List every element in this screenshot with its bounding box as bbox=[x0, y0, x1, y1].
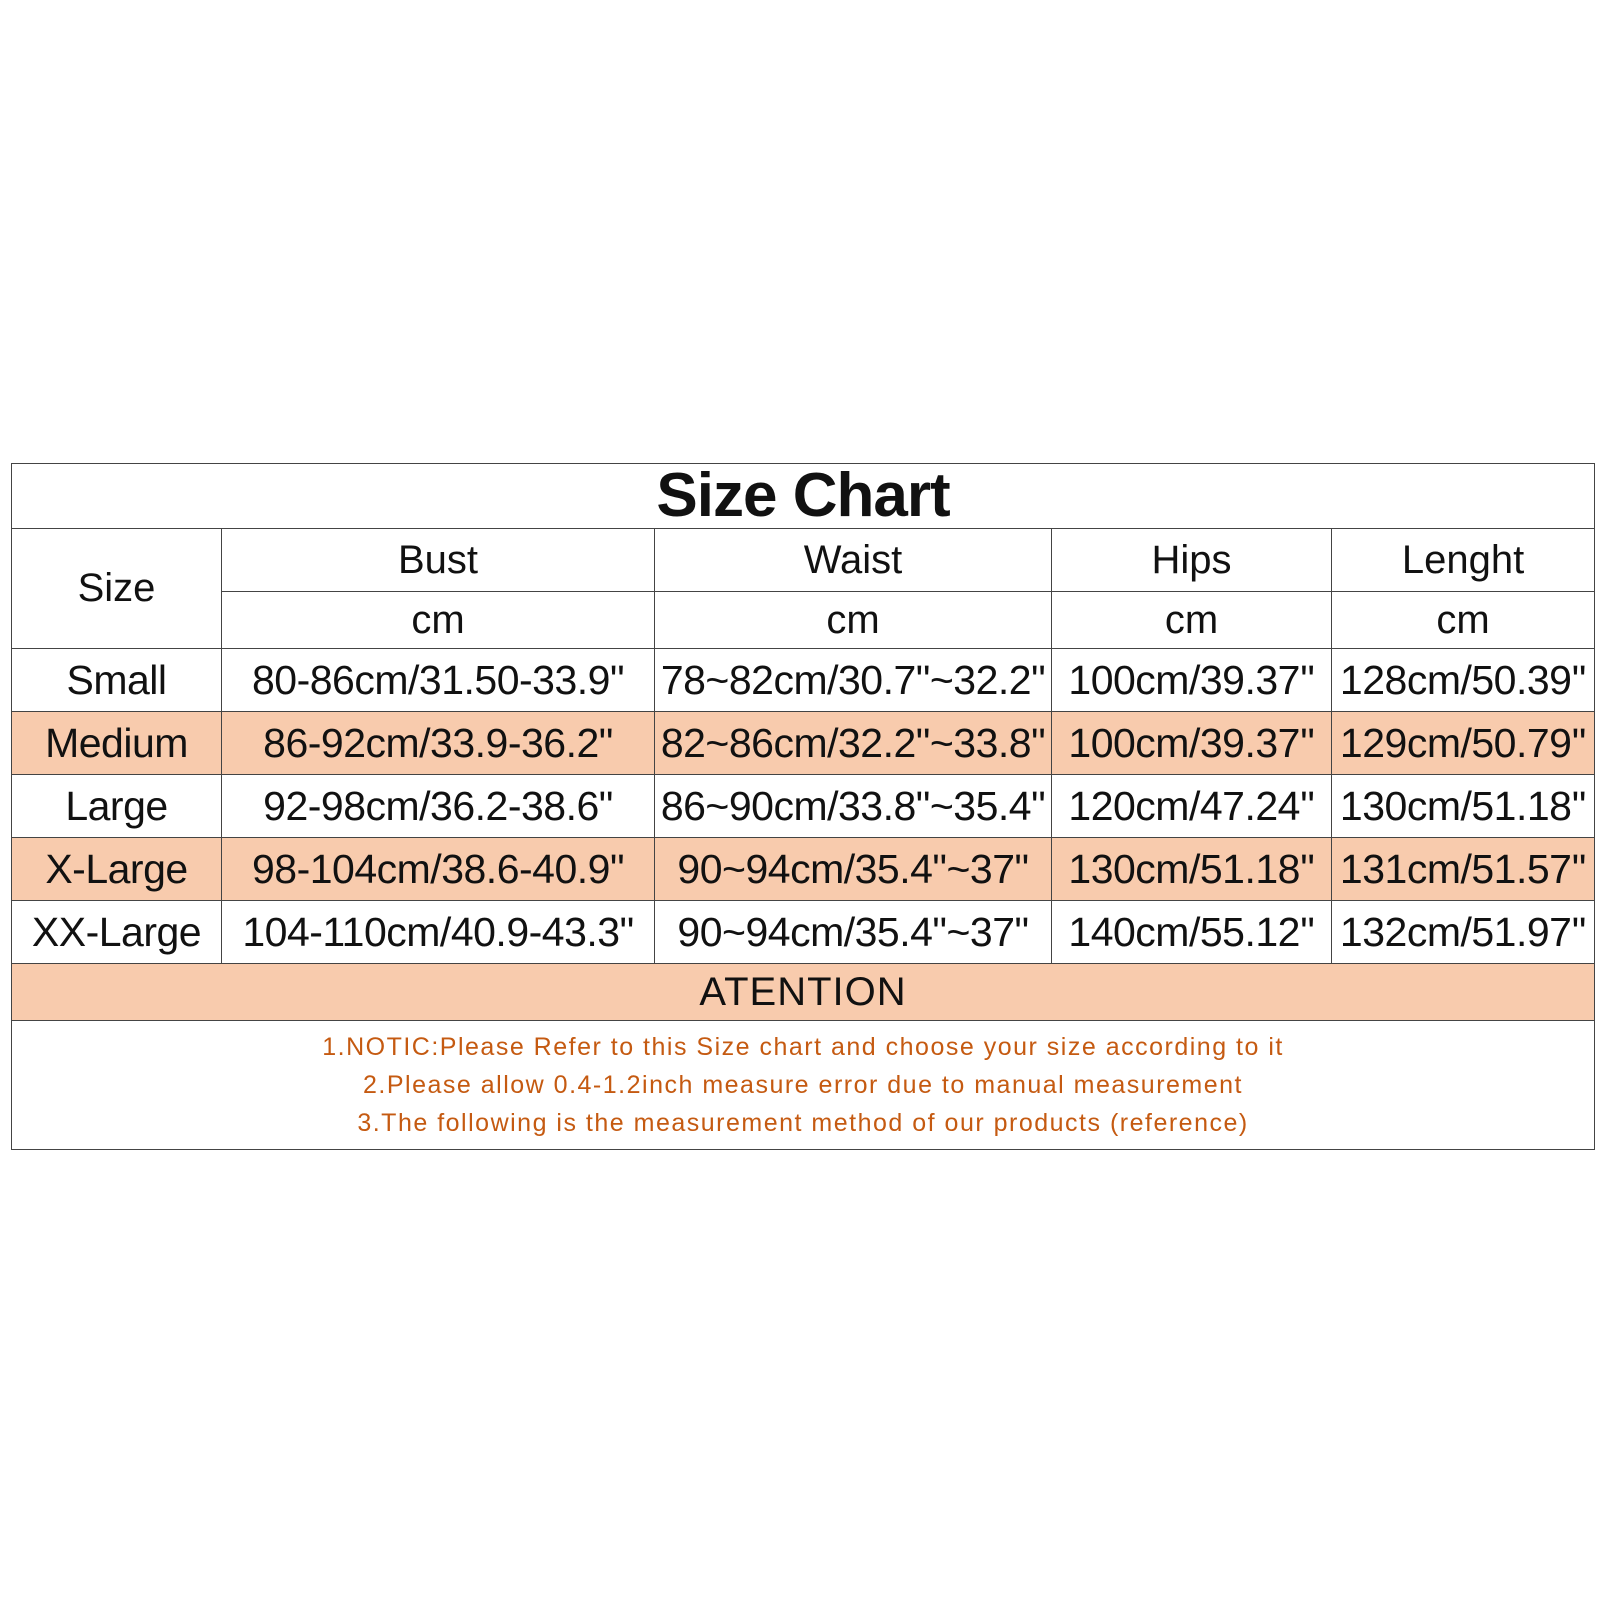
notes-block bbox=[12, 1021, 1595, 1150]
bust-column-header: Bust bbox=[222, 529, 655, 592]
note-line-1: 1.NOTIC:Please Refer to this Size chart and choose your size according to it bbox=[322, 1033, 1284, 1061]
table-row bbox=[12, 775, 1595, 838]
table-row bbox=[12, 712, 1595, 775]
bust-value: 80-86cm/31.50-33.9" bbox=[222, 649, 655, 712]
waist-value: 90~94cm/35.4"~37" bbox=[655, 838, 1052, 901]
size-chart bbox=[11, 463, 1594, 1150]
length-value: 128cm/50.39'' bbox=[1332, 649, 1595, 712]
bust-value: 86-92cm/33.9-36.2" bbox=[222, 712, 655, 775]
bust-value: 92-98cm/36.2-38.6" bbox=[222, 775, 655, 838]
attention-heading: ATENTION bbox=[12, 964, 1595, 1021]
title-row bbox=[12, 464, 1595, 529]
hips-column-header: Hips bbox=[1052, 529, 1332, 592]
hips-value: 100cm/39.37'' bbox=[1052, 712, 1332, 775]
table-row bbox=[12, 901, 1595, 964]
length-unit: cm bbox=[1332, 592, 1595, 649]
bust-value: 104-110cm/40.9-43.3" bbox=[222, 901, 655, 964]
length-value: 132cm/51.97'' bbox=[1332, 901, 1595, 964]
length-column-header: Lenght bbox=[1332, 529, 1595, 592]
note-line-3: 3.The following is the measurement method of our products (reference) bbox=[357, 1109, 1249, 1137]
waist-value: 78~82cm/30.7"~32.2" bbox=[655, 649, 1052, 712]
waist-unit: cm bbox=[655, 592, 1052, 649]
notes-row bbox=[12, 1021, 1595, 1150]
length-value: 130cm/51.18'' bbox=[1332, 775, 1595, 838]
size-label: X-Large bbox=[12, 838, 222, 901]
size-label: Small bbox=[12, 649, 222, 712]
size-label: Large bbox=[12, 775, 222, 838]
size-label: Medium bbox=[12, 712, 222, 775]
header-row bbox=[12, 529, 1595, 592]
size-column-header: Size bbox=[12, 529, 222, 649]
hips-value: 130cm/51.18'' bbox=[1052, 838, 1332, 901]
length-value: 131cm/51.57'' bbox=[1332, 838, 1595, 901]
waist-value: 86~90cm/33.8"~35.4" bbox=[655, 775, 1052, 838]
table-row bbox=[12, 838, 1595, 901]
length-value: 129cm/50.79'' bbox=[1332, 712, 1595, 775]
bust-unit: cm bbox=[222, 592, 655, 649]
waist-column-header: Waist bbox=[655, 529, 1052, 592]
bust-value: 98-104cm/38.6-40.9" bbox=[222, 838, 655, 901]
chart-title: Size Chart bbox=[12, 464, 1595, 529]
waist-value: 82~86cm/32.2"~33.8" bbox=[655, 712, 1052, 775]
unit-row bbox=[12, 592, 1595, 649]
hips-unit: cm bbox=[1052, 592, 1332, 649]
size-table bbox=[11, 463, 1595, 1150]
waist-value: 90~94cm/35.4"~37" bbox=[655, 901, 1052, 964]
hips-value: 100cm/39.37'' bbox=[1052, 649, 1332, 712]
hips-value: 140cm/55.12'' bbox=[1052, 901, 1332, 964]
note-line-2: 2.Please allow 0.4-1.2inch measure error due to manual measurement bbox=[363, 1071, 1244, 1099]
hips-value: 120cm/47.24'' bbox=[1052, 775, 1332, 838]
attention-row bbox=[12, 964, 1595, 1021]
table-row bbox=[12, 649, 1595, 712]
size-label: XX-Large bbox=[12, 901, 222, 964]
